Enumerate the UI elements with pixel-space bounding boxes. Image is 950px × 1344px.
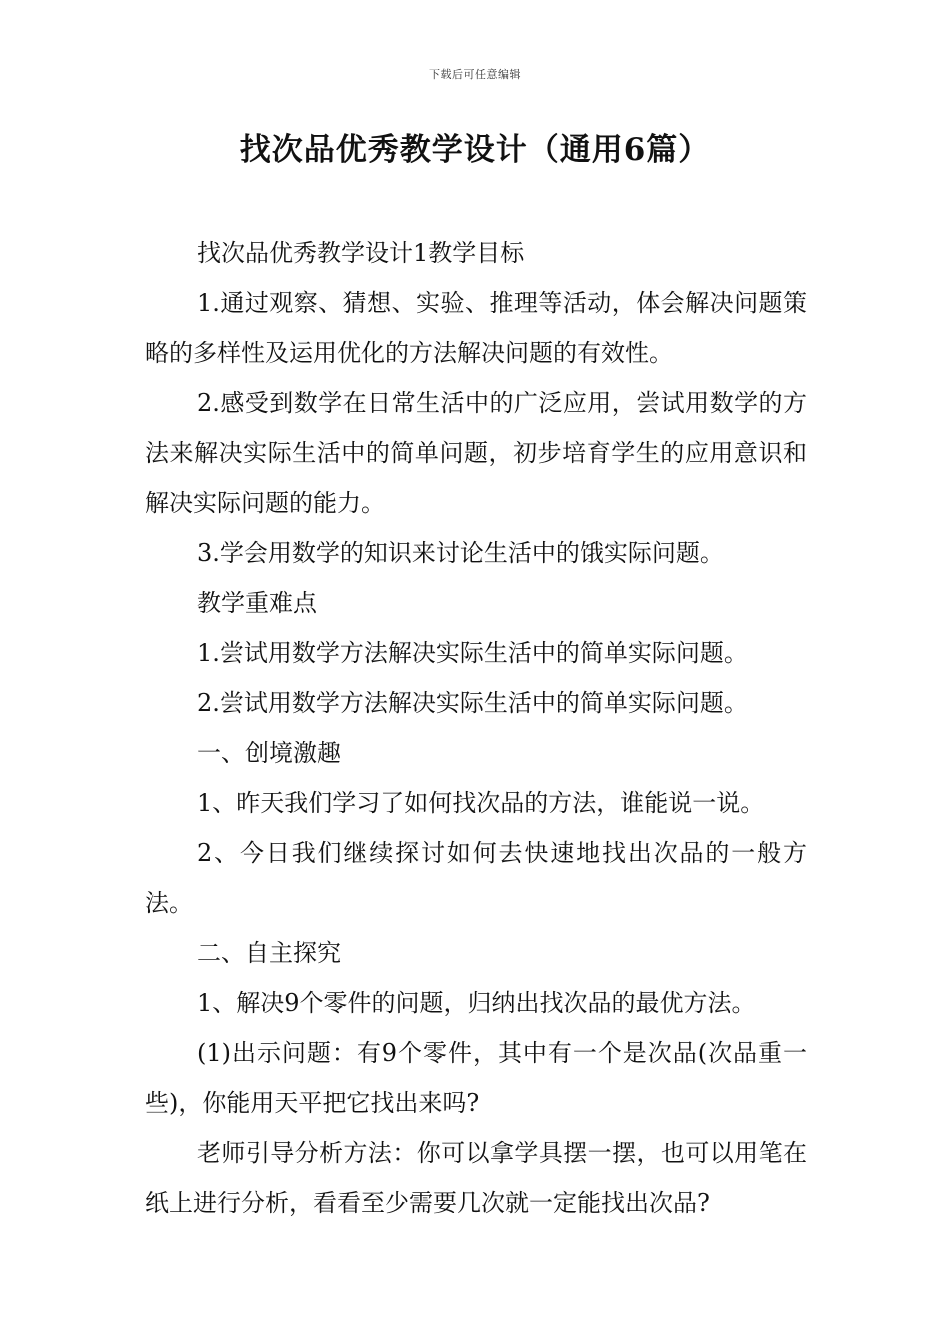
- paragraph-section-1-item-2: 2、今日我们继续探讨如何去快速地找出次品的一般方法。: [145, 839, 807, 917]
- paragraph-key-points-heading: 教学重难点: [197, 589, 317, 617]
- paragraph-teacher-guidance: 老师引导分析方法：你可以拿学具摆一摆，也可以用笔在纸上进行分析，看看至少需要几次就一定能找出次品?: [145, 1139, 807, 1217]
- paragraph-question: (1)出示问题：有9个零件，其中有一个是次品(次品重一些)，你能用天平把它找出来吗?: [145, 1039, 807, 1117]
- paragraph-section-1-item-1: 1、昨天我们学习了如何找次品的方法，谁能说一说。: [197, 789, 765, 817]
- paragraph-key-point-2: 2.尝试用数学方法解决实际生活中的简单实际问题。: [197, 689, 748, 717]
- paragraph-section-2-item-1: 1、解决9个零件的问题，归纳出找次品的最优方法。: [197, 989, 756, 1017]
- paragraph-key-point-1: 1.尝试用数学方法解决实际生活中的简单实际问题。: [197, 639, 748, 667]
- document-title: 找次品优秀教学设计（通用6篇）: [239, 132, 711, 168]
- paragraph-objectives-heading: 找次品优秀教学设计1教学目标: [197, 239, 525, 267]
- paragraph-section-1-heading: 一、创境激趣: [197, 739, 341, 767]
- paragraph-objective-1: 1.通过观察、猜想、实验、推理等活动，体会解决问题策略的多样性及运用优化的方法解决问题的有效性。: [145, 289, 807, 367]
- paragraph-objective-3: 3.学会用数学的知识来讨论生活中的饿实际问题。: [197, 539, 724, 567]
- header-note: 下载后可任意编辑: [429, 68, 521, 81]
- paragraph-objective-2: 2.感受到数学在日常生活中的广泛应用，尝试用数学的方法来解决实际生活中的简单问题，初步培育学生的应用意识和解决实际问题的能力。: [145, 389, 807, 517]
- document-body: [145, 228, 807, 1228]
- paragraph-section-2-heading: 二、自主探究: [197, 939, 341, 967]
